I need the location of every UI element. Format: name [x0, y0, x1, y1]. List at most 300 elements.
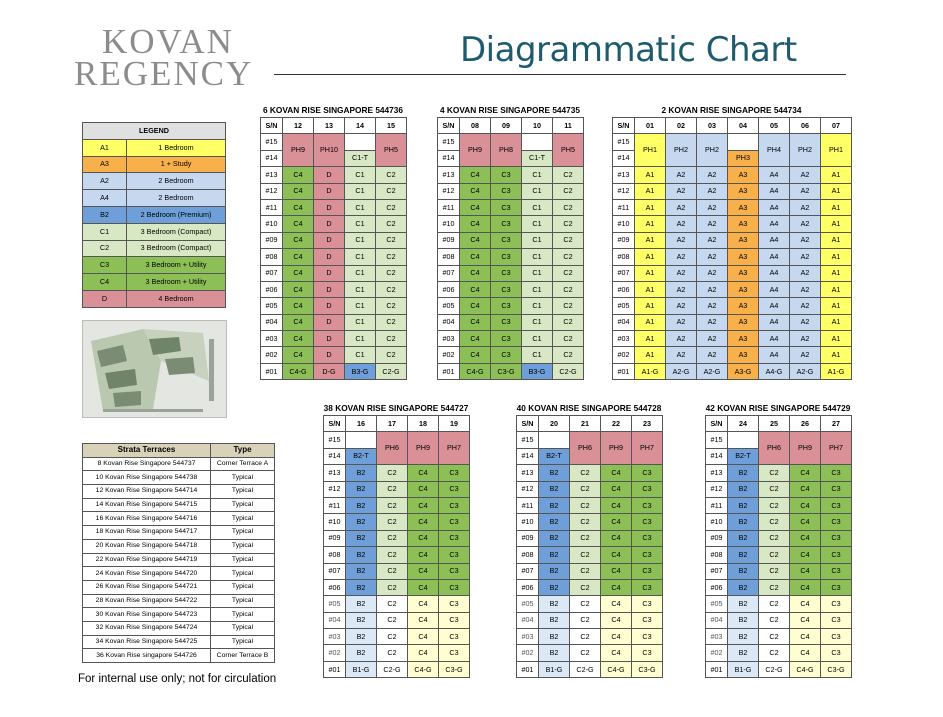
- unit-cell: A2: [790, 216, 821, 232]
- unit-cell: C2: [376, 249, 407, 265]
- unit-cell: A2: [666, 347, 697, 363]
- unit-cell: B3-G: [522, 363, 553, 379]
- strata-address: 24 Kovan Rise Singapore 544720: [83, 567, 211, 581]
- floor-label: #14: [261, 150, 283, 166]
- legend-row: [83, 139, 226, 156]
- unit-cell: C4: [601, 629, 632, 645]
- unit-cell: C2-G: [553, 363, 584, 379]
- unit-cell: C4: [790, 481, 821, 497]
- logo-line1: KOVAN: [102, 22, 234, 61]
- unit-cell: A2: [697, 167, 728, 183]
- floor-row: [706, 497, 852, 513]
- unit-cell: D-G: [314, 363, 345, 379]
- floor-label: #12: [261, 183, 283, 199]
- legend-code: C1: [83, 223, 127, 240]
- legend-table: [82, 122, 226, 308]
- unit-cell: A1: [821, 265, 852, 281]
- unit-cell: C2: [377, 629, 408, 645]
- unit-cell: A4: [759, 347, 790, 363]
- unit-cell: C2: [377, 481, 408, 497]
- stack-number: 19: [439, 416, 470, 432]
- unit-cell: B2: [346, 563, 377, 579]
- floor-label: #11: [613, 199, 635, 215]
- unit-cell: C2: [570, 563, 601, 579]
- unit-cell: C4: [790, 629, 821, 645]
- unit-cell: C4: [460, 331, 491, 347]
- unit-cell: C4: [790, 579, 821, 595]
- unit-cell: C3: [439, 596, 470, 612]
- strata-address: 14 Kovan Rise Singapore 544715: [83, 498, 211, 512]
- unit-cell: C3: [439, 481, 470, 497]
- floor-row: [613, 314, 852, 330]
- floor-row: [613, 298, 852, 314]
- penthouse-unit: PH6: [377, 432, 408, 465]
- unit-cell: A2: [666, 216, 697, 232]
- unit-cell: B2: [728, 612, 759, 628]
- unit-cell: C4: [790, 530, 821, 546]
- unit-cell: A2: [790, 167, 821, 183]
- floor-label: #15: [261, 134, 283, 150]
- unit-cell: A1: [635, 216, 666, 232]
- unit-cell: C4: [283, 331, 314, 347]
- floor-label: #13: [261, 167, 283, 183]
- unit-cell: A2: [697, 183, 728, 199]
- floor-row: [438, 298, 584, 314]
- unit-cell: A2: [790, 331, 821, 347]
- floor-row: [613, 167, 852, 183]
- unit-cell: D: [314, 265, 345, 281]
- floor-label: #04: [613, 314, 635, 330]
- unit-cell: C4: [790, 514, 821, 530]
- unit-cell: C4: [408, 645, 439, 661]
- penthouse-unit: C1-T: [522, 150, 553, 166]
- title-underline: [274, 74, 846, 75]
- unit-cell: C2: [553, 281, 584, 297]
- unit-cell: C2: [759, 612, 790, 628]
- stack-number: 21: [570, 416, 601, 432]
- strata-type: Typical: [211, 553, 275, 567]
- unit-cell: C4: [460, 347, 491, 363]
- floor-row: [261, 216, 407, 232]
- unit-cell: A2: [666, 265, 697, 281]
- floor-label: #08: [438, 249, 460, 265]
- block-6-kovan-rise: [260, 104, 407, 380]
- unit-cell: B2: [539, 514, 570, 530]
- unit-cell: C2: [570, 530, 601, 546]
- unit-cell: C2: [553, 232, 584, 248]
- unit-cell: A2: [666, 232, 697, 248]
- unit-cell: C3: [821, 629, 852, 645]
- unit-cell: A1: [635, 314, 666, 330]
- unit-cell: C3: [491, 216, 522, 232]
- unit-cell: A1: [635, 167, 666, 183]
- floor-label: #09: [438, 232, 460, 248]
- floor-row: [517, 514, 663, 530]
- floor-label: #07: [261, 265, 283, 281]
- legend-code: A2: [83, 173, 127, 190]
- floor-label: #11: [438, 199, 460, 215]
- kovan-regency-logo: [74, 22, 270, 93]
- floor-row: [324, 547, 470, 563]
- unit-cell: B2: [539, 465, 570, 481]
- unit-cell: A4: [759, 232, 790, 248]
- unit-cell: B2: [728, 481, 759, 497]
- unit-cell: C1: [522, 232, 553, 248]
- unit-cell: C1: [345, 331, 376, 347]
- unit-cell: C2-G: [570, 661, 601, 677]
- penthouse-unit: PH9: [601, 432, 632, 465]
- stack-number: 22: [601, 416, 632, 432]
- unit-cell: A1: [821, 249, 852, 265]
- stack-number: 05: [759, 118, 790, 134]
- penthouse-unit-blank: [728, 134, 759, 150]
- floor-label: #13: [438, 167, 460, 183]
- stack-number: 18: [408, 416, 439, 432]
- strata-type: Typical: [211, 594, 275, 608]
- floor-label: #10: [706, 514, 728, 530]
- unit-cell: C1: [345, 265, 376, 281]
- floor-row: [706, 481, 852, 497]
- floor-row: [438, 249, 584, 265]
- unit-cell: C4: [283, 216, 314, 232]
- page-title: Diagrammatic Chart: [460, 30, 797, 70]
- legend-description: 3 Bedroom + Utility: [127, 274, 226, 291]
- legend-description: 3 Bedroom (Compact): [127, 240, 226, 257]
- floor-row: [706, 612, 852, 628]
- strata-type: Typical: [211, 580, 275, 594]
- floor-row: [438, 281, 584, 297]
- unit-cell: C3: [491, 249, 522, 265]
- floor-row: [438, 331, 584, 347]
- unit-cell: C4-G: [601, 661, 632, 677]
- floor-row: [706, 579, 852, 595]
- unit-cell: C4: [408, 465, 439, 481]
- unit-cell: C2: [376, 281, 407, 297]
- floor-row: [517, 547, 663, 563]
- floor-label: #15: [324, 432, 346, 448]
- legend-description: 3 Bedroom (Compact): [127, 223, 226, 240]
- unit-cell: A4: [759, 249, 790, 265]
- floor-label: #14: [438, 150, 460, 166]
- floor-label: #01: [517, 661, 539, 677]
- strata-row: [83, 635, 275, 649]
- unit-cell: C4: [790, 563, 821, 579]
- unit-cell: A3: [728, 216, 759, 232]
- unit-cell: B2: [539, 547, 570, 563]
- unit-cell: A2: [790, 298, 821, 314]
- unit-cell: A1: [821, 314, 852, 330]
- floor-label: #01: [261, 363, 283, 379]
- floor-row: [517, 563, 663, 579]
- penthouse-unit: C1-T: [345, 150, 376, 166]
- penthouse-unit: PH9: [408, 432, 439, 465]
- unit-cell: A4: [759, 331, 790, 347]
- unit-cell: A2: [697, 199, 728, 215]
- floor-label: #11: [517, 497, 539, 513]
- legend: [82, 122, 226, 308]
- floor-row: [261, 331, 407, 347]
- sn-header: S/N: [613, 118, 635, 134]
- penthouse-unit: PH9: [460, 134, 491, 167]
- floor-row: [613, 199, 852, 215]
- unit-cell: C4: [460, 249, 491, 265]
- unit-cell: C2: [553, 331, 584, 347]
- column-header-row: [438, 118, 584, 134]
- floor-row: [613, 183, 852, 199]
- floor-row: [613, 249, 852, 265]
- column-header-row: [261, 118, 407, 134]
- floor-label: #03: [438, 331, 460, 347]
- strata-address: 34 Kovan Rise Singapore 544725: [83, 635, 211, 649]
- floor-row: [261, 298, 407, 314]
- unit-cell: C3: [821, 530, 852, 546]
- unit-cell: C2: [570, 579, 601, 595]
- unit-cell: B2: [728, 547, 759, 563]
- floor-label: #04: [706, 612, 728, 628]
- unit-cell: C4-G: [283, 363, 314, 379]
- floor-row: [438, 347, 584, 363]
- unit-cell: C3: [491, 281, 522, 297]
- floor-row: [613, 265, 852, 281]
- floor-row: [324, 465, 470, 481]
- unit-cell: C4: [460, 232, 491, 248]
- unit-cell: C1: [345, 216, 376, 232]
- floor-row: [613, 232, 852, 248]
- unit-cell: C3: [439, 645, 470, 661]
- floor-row-ground: [517, 661, 663, 677]
- strata-header-type: Type: [211, 444, 275, 458]
- unit-cell: A2: [697, 281, 728, 297]
- strata-address: 12 Kovan Rise Singapore 544714: [83, 485, 211, 499]
- unit-cell: B2: [346, 596, 377, 612]
- unit-cell: C3: [821, 481, 852, 497]
- column-header-row: [706, 416, 852, 432]
- block-title: 4 KOVAN RISE SINGAPORE 544735: [439, 105, 581, 115]
- penthouse-unit: PH1: [821, 134, 852, 167]
- unit-cell: A2: [666, 314, 697, 330]
- legend-code: A4: [83, 190, 127, 207]
- floor-row: [261, 183, 407, 199]
- floor-row: [706, 563, 852, 579]
- strata-address: 20 Kovan Rise Singapore 544718: [83, 539, 211, 553]
- unit-cell: C4: [601, 563, 632, 579]
- floor-row: [324, 612, 470, 628]
- column-header-row: [517, 416, 663, 432]
- stack-number: 04: [728, 118, 759, 134]
- unit-cell: C3: [491, 347, 522, 363]
- unit-cell: C3: [439, 612, 470, 628]
- floor-row: [517, 579, 663, 595]
- penthouse-unit-blank: [539, 432, 570, 448]
- unit-cell: A4: [759, 265, 790, 281]
- legend-header-row: [83, 123, 226, 140]
- unit-cell: C4: [790, 497, 821, 513]
- penthouse-unit: PH7: [821, 432, 852, 465]
- unit-cell: C2: [553, 183, 584, 199]
- unit-cell: C2: [759, 530, 790, 546]
- floor-row: [261, 347, 407, 363]
- unit-cell: C2: [570, 629, 601, 645]
- floor-label: #13: [706, 465, 728, 481]
- unit-cell: C2: [377, 645, 408, 661]
- unit-cell: C4: [601, 579, 632, 595]
- strata-row: [83, 457, 275, 471]
- penthouse-unit: PH1: [635, 134, 666, 167]
- floor-label: #01: [438, 363, 460, 379]
- legend-code: A1: [83, 139, 127, 156]
- legend-row: [83, 257, 226, 274]
- unit-cell: C3: [632, 612, 663, 628]
- unit-cell: C4: [460, 298, 491, 314]
- unit-cell: B2: [346, 481, 377, 497]
- unit-cell: C3-G: [491, 363, 522, 379]
- unit-cell: C2: [553, 199, 584, 215]
- unit-cell: C3: [632, 481, 663, 497]
- unit-cell: C2: [377, 514, 408, 530]
- unit-cell: C4: [408, 563, 439, 579]
- footnote: For internal use only; not for circulation: [78, 673, 277, 685]
- penthouse-unit: B2-T: [728, 448, 759, 464]
- unit-cell: C4: [790, 465, 821, 481]
- floor-row-15: [324, 432, 470, 448]
- strata-row: [83, 594, 275, 608]
- floor-row: [706, 530, 852, 546]
- unit-cell: B2: [539, 596, 570, 612]
- strata-row: [83, 553, 275, 567]
- unit-cell: C4: [790, 596, 821, 612]
- strata-table: [82, 443, 275, 663]
- unit-cell: B2: [539, 579, 570, 595]
- unit-cell: C1: [522, 347, 553, 363]
- stack-number: 10: [522, 118, 553, 134]
- legend-description: 4 Bedroom: [127, 290, 226, 307]
- unit-cell: A2: [697, 232, 728, 248]
- unit-cell: A4: [759, 314, 790, 330]
- site-plan-image: [82, 320, 227, 418]
- unit-cell: C1: [522, 216, 553, 232]
- floor-row-15: [438, 134, 584, 150]
- stack-number: 14: [345, 118, 376, 134]
- unit-cell: A1: [635, 232, 666, 248]
- unit-cell: C4: [408, 497, 439, 513]
- unit-cell: C4: [790, 645, 821, 661]
- unit-cell: C4: [283, 314, 314, 330]
- floor-row: [706, 465, 852, 481]
- unit-cell: A1: [821, 281, 852, 297]
- unit-cell: C4: [601, 596, 632, 612]
- unit-cell: C3: [491, 183, 522, 199]
- unit-cell: A3-G: [728, 363, 759, 379]
- strata-row: [83, 608, 275, 622]
- floor-label: #10: [613, 216, 635, 232]
- strata-type: Typical: [211, 526, 275, 540]
- unit-cell: A1: [821, 331, 852, 347]
- sn-header: S/N: [438, 118, 460, 134]
- floor-row: [613, 281, 852, 297]
- legend-code: B2: [83, 206, 127, 223]
- unit-cell: C2: [759, 514, 790, 530]
- floor-label: #04: [517, 612, 539, 628]
- site-plan-drawing: [83, 321, 226, 417]
- floor-label: #05: [261, 298, 283, 314]
- legend-code: C3: [83, 257, 127, 274]
- unit-cell: C1: [522, 298, 553, 314]
- unit-cell: C4: [408, 547, 439, 563]
- floor-label: #05: [438, 298, 460, 314]
- strata-type: Typical: [211, 485, 275, 499]
- penthouse-unit: PH9: [283, 134, 314, 167]
- floor-label: #06: [261, 281, 283, 297]
- floor-label: #06: [706, 579, 728, 595]
- unit-cell: C2: [377, 596, 408, 612]
- sn-header: S/N: [706, 416, 728, 432]
- floor-label: #07: [706, 563, 728, 579]
- floor-row: [438, 216, 584, 232]
- floor-label: #10: [517, 514, 539, 530]
- unit-cell: C3: [439, 629, 470, 645]
- floor-row-15: [261, 134, 407, 150]
- unit-cell: A2: [697, 298, 728, 314]
- logo-line2: REGENCY: [74, 54, 254, 93]
- stack-number: 26: [790, 416, 821, 432]
- unit-cell: C2: [376, 167, 407, 183]
- unit-cell: C3: [439, 563, 470, 579]
- unit-cell: C2: [376, 298, 407, 314]
- unit-cell: C2: [376, 265, 407, 281]
- floor-label: #07: [613, 265, 635, 281]
- unit-cell: C2: [570, 547, 601, 563]
- unit-cell: A2: [666, 167, 697, 183]
- unit-cell: C4: [283, 249, 314, 265]
- unit-cell: C2: [376, 331, 407, 347]
- floor-label: #06: [613, 281, 635, 297]
- unit-cell: C1: [522, 249, 553, 265]
- unit-cell: C4: [408, 514, 439, 530]
- unit-cell: C3-G: [439, 661, 470, 677]
- unit-cell: B2: [346, 514, 377, 530]
- floor-label: #12: [706, 481, 728, 497]
- penthouse-unit-blank: [346, 432, 377, 448]
- strata-address: 16 Kovan Rise Singapore 544716: [83, 512, 211, 526]
- floor-label: #10: [324, 514, 346, 530]
- unit-cell: C3: [491, 199, 522, 215]
- unit-cell: C3: [632, 530, 663, 546]
- stack-number: 01: [635, 118, 666, 134]
- penthouse-unit: B2-T: [346, 448, 377, 464]
- unit-table: [323, 415, 470, 678]
- unit-cell: C4: [601, 481, 632, 497]
- strata-row: [83, 621, 275, 635]
- unit-cell: D: [314, 314, 345, 330]
- unit-cell: C3: [632, 596, 663, 612]
- unit-cell: C2: [759, 629, 790, 645]
- strata-type: Typical: [211, 471, 275, 485]
- penthouse-unit: PH2: [790, 134, 821, 167]
- floor-row: [438, 167, 584, 183]
- strata-header-address: Strata Terraces: [83, 444, 211, 458]
- floor-label: #01: [324, 661, 346, 677]
- unit-cell: A4: [759, 216, 790, 232]
- floor-label: #06: [324, 579, 346, 595]
- stack-number: 09: [491, 118, 522, 134]
- unit-cell: C1: [345, 347, 376, 363]
- unit-cell: A3: [728, 232, 759, 248]
- unit-cell: C4: [601, 612, 632, 628]
- penthouse-unit: PH5: [553, 134, 584, 167]
- unit-cell: C4: [283, 281, 314, 297]
- strata-address: 8 Kovan Rise Singapore 544737: [83, 457, 211, 471]
- legend-description: 1 + Study: [127, 156, 226, 173]
